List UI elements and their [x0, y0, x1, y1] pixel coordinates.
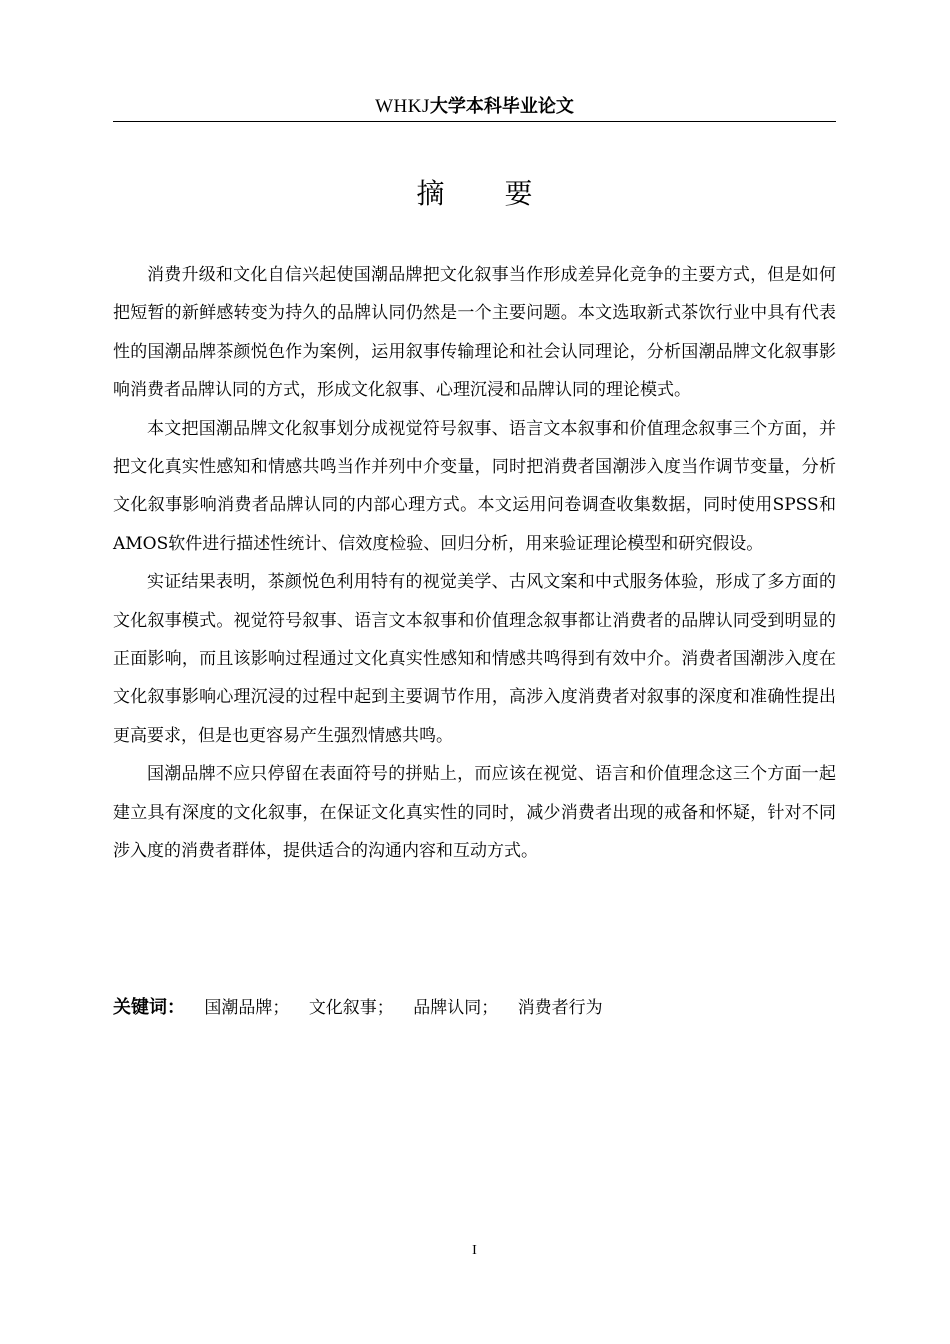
header-code: WHKJ: [375, 96, 430, 117]
page-number: I: [472, 1243, 477, 1258]
keyword-item: 国潮品牌；: [204, 998, 290, 1018]
abstract-paragraph-1: 消费升级和文化自信兴起使国潮品牌把文化叙事当作形成差异化竞争的主要方式，但是如何把短暂的新鲜感转变为持久的品牌认同仍然是一个主要问题。本文选取新式茶饮行业中具有代表性的国潮品牌茶颜悦色作为案例，运用叙事传输理论和社会认同理论，分析国潮品牌文化叙事影响消费者品牌认同的方式，形成文化叙事、心理沉浸和品牌认同的理论模式。: [113, 265, 836, 401]
keyword-item: 消费者行为: [517, 998, 603, 1018]
abstract-paragraph-3: 实证结果表明，茶颜悦色利用特有的视觉美学、古风文案和中式服务体验，形成了多方面的文化叙事模式。视觉符号叙事、语言文本叙事和价值理念叙事都让消费者的品牌认同受到明显的正面影响，而且该影响过程通过文化真实性感知和情感共鸣得到有效中介。消费者国潮涉入度在文化叙事影响心理沉浸的过程中起到主要调节作用，高涉入度消费者对叙事的深度和准确性提出更高要求，但是也更容易产生强烈情感共鸣。: [113, 572, 836, 746]
header-rule: [113, 121, 836, 122]
header-school: 大学本科毕业论文: [429, 96, 574, 117]
abstract-paragraph-4: 国潮品牌不应只停留在表面符号的拼贴上，而应该在视觉、语言和价值理念这三个方面一起建立具有深度的文化叙事，在保证文化真实性的同时，减少消费者出现的戒备和怀疑，针对不同涉入度的消费者群体，提供适合的沟通内容和互动方式。: [113, 764, 836, 862]
keyword-item: 品牌认同；: [413, 998, 499, 1018]
page-header: [113, 92, 836, 122]
keywords-label: 关键词：: [113, 997, 185, 1018]
abstract-title: 摘要: [416, 177, 593, 210]
keyword-item: 文化叙事；: [308, 998, 394, 1018]
keywords-line: [113, 990, 836, 1026]
abstract-body: [113, 256, 836, 871]
abstract-paragraph-2: 本文把国潮品牌文化叙事划分成视觉符号叙事、语言文本叙事和价值理念叙事三个方面，并把文化真实性感知和情感共鸣当作并列中介变量，同时把消费者国潮涉入度当作调节变量，分析文化叙事影响消费者品牌认同的内部心理方式。本文运用问卷调查收集数据，同时使用SPSS和AMOS软件进行描述性统计、信效度检验、回归分析，用来验证理论模型和研究假设。: [113, 418, 836, 554]
